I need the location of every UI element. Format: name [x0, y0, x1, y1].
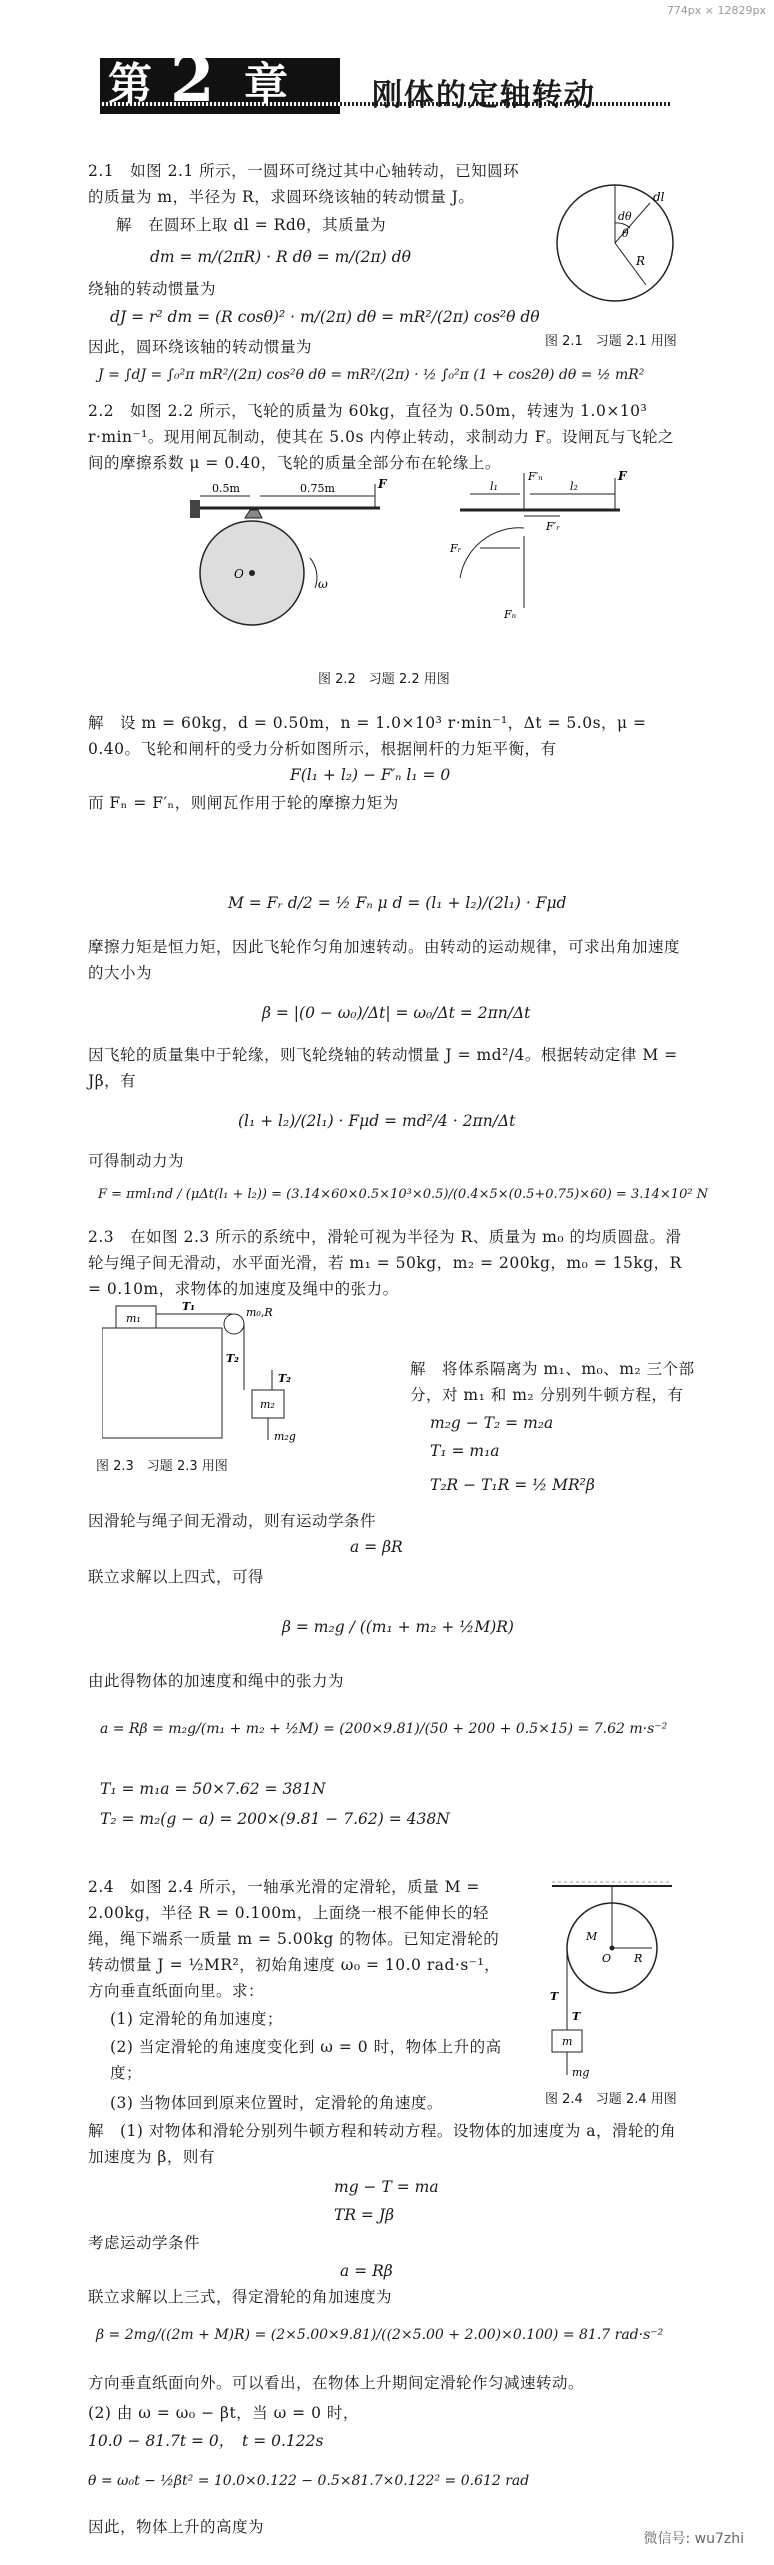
- problem-2-2-eq3: β = |(0 − ω₀)/Δt| = ω₀/Δt = 2πn/Δt: [262, 1004, 531, 1022]
- problem-2-2-eq2: M = Fᵣ d/2 = ½ Fₙ μ d = (l₁ + l₂)/(2l₁) · Fμd: [228, 894, 567, 912]
- fig23-m1-label: m₁: [126, 1312, 141, 1325]
- problem-2-4-solution-intro: 解 (1) 对物体和滑轮分别列牛顿方程和转动方程。设物体的加速度为 a，滑轮的角加速度为 β，则有: [88, 2122, 677, 2166]
- figure-2-2-left: [190, 478, 390, 648]
- problem-2-4-q3: (3) 当物体回到原来位置时，定滑轮的角速度。: [110, 2094, 443, 2112]
- problem-2-2-line2: 而 Fₙ = F′ₙ，则闸瓦作用于轮的摩擦力矩为: [88, 794, 399, 812]
- problem-2-1-solution-intro: 解 在圆环上取 dl = Rdθ，其质量为: [116, 216, 387, 234]
- fig24-m-label: m: [562, 2035, 573, 2048]
- problem-2-3-statement: 2.3 在如图 2.3 所示的系统中，滑轮可视为半径为 R、质量为 m₀ 的均质圆盘。滑轮与绳子间无滑动，水平面光滑，若 m₁ = 50kg，m₂ = 200kg，m₀ = 15kg，R = 0.10m，求物体的加速度及绳中的张力。: [88, 1228, 682, 1298]
- problem-2-1-line3: 因此，圆环绕该轴的转动惯量为: [88, 338, 313, 356]
- problem-2-2-line5: 可得制动力为: [88, 1152, 185, 1170]
- problem-2-2-eq5: F = πml₁nd / (μΔt(l₁ + l₂)) = (3.14×60×0.5×10³×0.5)/(0.4×5×(0.5+0.75)×60) = 3.14×10² N: [98, 1187, 709, 1202]
- fig22-l2-label: l₂: [570, 480, 578, 493]
- fig24-R-label: R: [634, 1952, 643, 1965]
- fig22-l1-label: l₁: [490, 480, 498, 493]
- problem-2-4-q2: (2) 当定滑轮的角速度变化到 ω = 0 时，物体上升的高度；: [110, 2038, 502, 2082]
- fig24-O-label: O: [602, 1952, 612, 1965]
- problem-2-3-eq3: β = m₂g / ((m₁ + m₂ + ½M)R): [282, 1618, 514, 1636]
- fig21-R-label: R: [636, 254, 646, 268]
- problem-2-1-eq1: dm = m/(2πR) · R dθ = m/(2π) dθ: [150, 248, 411, 266]
- problem-2-1-eq3: J = ∫dJ = ∫₀²π mR²/(2π) cos²θ dθ = mR²/(2π) · ½ ∫₀²π (1 + cos2θ) dθ = ½ mR²: [98, 367, 645, 383]
- fig21-dtheta-label: dθ: [618, 210, 632, 223]
- problem-2-3-solution-intro: 解 将体系隔离为 m₁、m₀、m₂ 三个部分，对 m₁ 和 m₂ 分别列牛顿方程，有: [410, 1360, 695, 1404]
- problem-2-2-eq4: (l₁ + l₂)/(2l₁) · Fμd = md²/4 · 2πn/Δt: [238, 1112, 516, 1130]
- fig23-m0R-label: m₀,R: [246, 1306, 273, 1319]
- problem-2-3-eq2: a = βR: [350, 1538, 403, 1556]
- problem-2-4-line5: (2) 由 ω = ω₀ − βt，当 ω = 0 时，: [88, 2404, 359, 2422]
- problem-2-4-q1: (1) 定滑轮的角加速度；: [110, 2010, 283, 2028]
- problem-2-3-eq-b: T₁ = m₁a: [430, 1442, 500, 1460]
- chapter-title: 刚体的定轴转动: [372, 78, 596, 113]
- problem-2-4-line6: 因此，物体上升的高度为: [88, 2518, 265, 2536]
- figure-2-2-right: [420, 468, 630, 638]
- fig22-Fr-prime-label: F′ᵣ: [546, 520, 560, 533]
- fig23-m2g-label: m₂g: [274, 1430, 296, 1443]
- figure-2-1-caption: 图 2.1 习题 2.1 用图: [545, 334, 677, 349]
- problem-2-4-eq3: β = 2mg/((2m + M)R) = (2×5.00×9.81)/((2×5.00 + 2.00)×0.100) = 81.7 rad·s⁻²: [96, 2327, 664, 2343]
- problem-2-1-line2: 绕轴的转动惯量为: [88, 280, 217, 298]
- fig21-dl-label: dl: [653, 190, 665, 204]
- chapter-suffix: 章: [244, 59, 288, 110]
- problem-2-1-eq2: dJ = r² dm = (R cosθ)² · m/(2π) dθ = mR²/(2π) cos²θ dθ: [110, 308, 540, 326]
- figure-2-3-caption: 图 2.3 习题 2.3 用图: [96, 1459, 228, 1474]
- fig22-Fr-label: Fᵣ: [450, 542, 462, 555]
- fig23-T2-label: T₂: [226, 1352, 240, 1365]
- fig23-T2b-label: T₂: [278, 1372, 292, 1385]
- problem-2-3-eq6: T₂ = m₂(g − a) = 200×(9.81 − 7.62) = 438N: [100, 1810, 450, 1828]
- problem-2-4-eq5: 10.0 − 81.7t = 0， t = 0.122s: [88, 2432, 324, 2450]
- problem-2-2-statement: 2.2 如图 2.2 所示，飞轮的质量为 60kg，直径为 0.50m，转速为 1.0×10³ r·min⁻¹。现用闸瓦制动，使其在 5.0s 内停止转动，求制动力 F。设闸瓦与飞轮之间的摩擦系数 μ = 0.40，飞轮的质量全部分布在轮缘上。: [88, 402, 675, 472]
- problem-2-1-statement: 2.1 如图 2.1 所示，一圆环可绕过其中心轴转动，已知圆环的质量为 m，半径为 R，求圆环绕该轴的转动惯量 J。: [88, 162, 520, 206]
- problem-2-3-eq5: T₁ = m₁a = 50×7.62 = 381N: [100, 1780, 326, 1798]
- problem-2-3-line2: 因滑轮与绳子间无滑动，则有运动学条件: [88, 1512, 377, 1530]
- problem-2-2-line4: 因飞轮的质量集中于轮缘，则飞轮绕轴的转动惯量 J = md²/4。根据转动定律 M = Jβ，有: [88, 1046, 678, 1090]
- chapter-prefix: 第: [108, 59, 152, 110]
- problem-2-2-line3: 摩擦力矩是恒力矩，因此飞轮作匀角加速转动。由转动的运动规律，可求出角加速度的大小为: [88, 938, 681, 982]
- fig22-dim2-label: 0.75m: [300, 482, 335, 495]
- fig23-m2-label: m₂: [260, 1398, 275, 1411]
- problem-2-2-eq1: F(l₁ + l₂) − F′ₙ l₁ = 0: [290, 766, 451, 784]
- problem-2-4-eq-a: mg − T = ma: [334, 2178, 439, 2196]
- problem-2-4-line2: 考虑运动学条件: [88, 2234, 201, 2252]
- fig22-F-label: F: [378, 478, 387, 491]
- fig24-mg-label: mg: [572, 2066, 590, 2079]
- problem-2-4-line3: 联立求解以上三式，得定滑轮的角加速度为: [88, 2288, 393, 2306]
- fig22-omega-label: ω: [318, 577, 328, 591]
- problem-2-4-eq2: a = Rβ: [340, 2262, 393, 2280]
- figure-2-2-caption: 图 2.2 习题 2.2 用图: [318, 672, 450, 687]
- figure-2-4: [542, 1880, 682, 2080]
- fig22-Fn-prime-label: F′ₙ: [528, 470, 543, 483]
- figure-2-3: [102, 1300, 302, 1450]
- fig24-T2-label: T: [572, 2010, 581, 2023]
- problem-2-3-eq-a: m₂g − T₂ = m₂a: [430, 1414, 554, 1432]
- page-size-label: 774px × 12829px: [666, 4, 766, 17]
- problem-2-2-solution-intro: 解 设 m = 60kg，d = 0.50m，n = 1.0×10³ r·min⁻¹，Δt = 5.0s，μ = 0.40。飞轮和闸杆的受力分析如图所示，根据闸杆的力矩平衡，有: [88, 714, 647, 758]
- fig22-O-label: O: [234, 567, 244, 581]
- fig24-T1-label: T: [550, 1990, 559, 2003]
- fig22-Fn-label: Fₙ: [504, 608, 517, 621]
- fig22-dim1-label: 0.5m: [212, 482, 240, 495]
- problem-2-4-line4: 方向垂直纸面向外。可以看出，在物体上升期间定滑轮作匀减速转动。: [88, 2374, 585, 2392]
- figure-2-4-caption: 图 2.4 习题 2.4 用图: [545, 2092, 677, 2107]
- problem-2-3-eq-c: T₂R − T₁R = ½ MR²β: [430, 1476, 595, 1494]
- problem-2-4-eq6: θ = ω₀t − ½βt² = 10.0×0.122 − 0.5×81.7×0.122² = 0.612 rad: [88, 2473, 530, 2489]
- problem-2-3-line3: 联立求解以上四式，可得: [88, 1568, 265, 1586]
- fig24-M-label: M: [586, 1930, 598, 1943]
- chapter-number: 2: [170, 42, 215, 117]
- problem-2-3-line4: 由此得物体的加速度和绳中的张力为: [88, 1672, 345, 1690]
- problem-2-4-eq-b: TR = Jβ: [334, 2206, 395, 2224]
- fig23-T1-label: T₁: [182, 1300, 196, 1313]
- problem-2-3-eq4: a = Rβ = m₂g/(m₁ + m₂ + ½M) = (200×9.81)/(50 + 200 + 0.5×15) = 7.62 m·s⁻²: [100, 1721, 668, 1737]
- figure-2-1: [550, 175, 690, 320]
- fig21-theta-label: θ: [622, 227, 629, 240]
- problem-2-4-statement: 2.4 如图 2.4 所示，一轴承光滑的定滑轮，质量 M = 2.00kg，半径 R = 0.100m，上面绕一根不能伸长的轻绳，绳下端系一质量 m = 5.00kg 的物体。已知定滑轮的转动惯量 J = ½MR²，初始角速度 ω₀ = 10.0 rad·s⁻¹，方向垂直纸面向里。求：: [88, 1878, 501, 2000]
- watermark: 微信号: wu7zhi: [643, 2531, 744, 2547]
- fig22-F2-label: F: [618, 469, 627, 483]
